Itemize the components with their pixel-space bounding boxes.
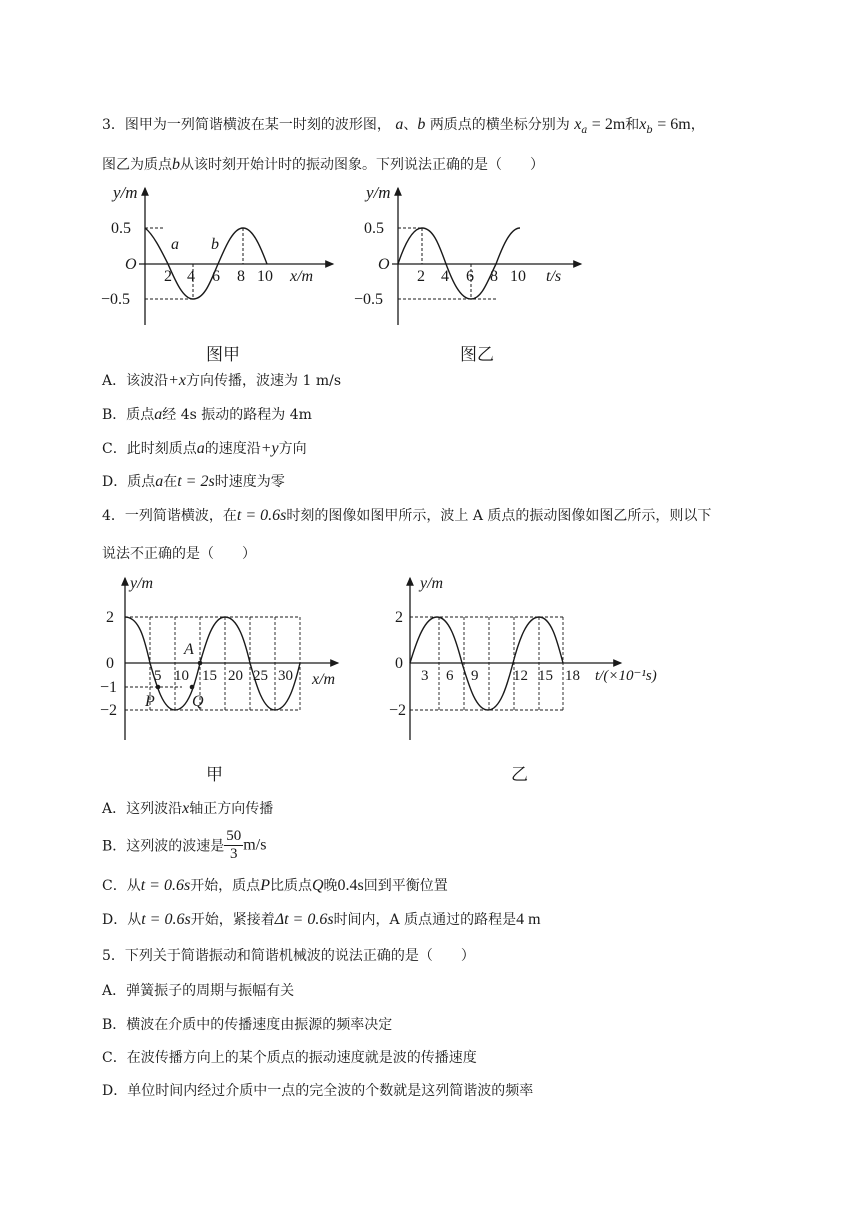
svg-text:−2: −2 [389, 702, 407, 719]
q5-stem: 5．下列关于简谐振动和简谐机械波的说法正确的是（ ） [102, 948, 475, 964]
svg-text:20: 20 [228, 668, 243, 684]
svg-text:−1: −1 [100, 679, 118, 696]
svg-text:x/m: x/m [290, 268, 314, 285]
q3-option-a[interactable]: A．该波沿+x方向传播，波速为 1 m/s [102, 372, 342, 389]
svg-text:0.5: 0.5 [111, 220, 131, 237]
q3-fig2-caption: 图乙 [460, 345, 494, 365]
svg-text:0.5: 0.5 [364, 220, 384, 237]
svg-text:6: 6 [446, 668, 454, 684]
q4-stem-line1: 4．一列简谐横波，在t = 0.6s时刻的图像如图甲所示，波上 A 质点的振动图像如图乙所示，则以下 [102, 507, 712, 524]
q5-option-a[interactable]: A．弹簧振子的周期与振幅有关 [102, 983, 295, 999]
svg-text:4: 4 [187, 268, 195, 285]
q4-fig2-caption: 乙 [511, 765, 528, 785]
svg-text:0: 0 [395, 655, 403, 672]
q3-wave-graph [95, 180, 340, 330]
svg-text:t/s: t/s [546, 268, 562, 285]
point-Q-label: Q [192, 693, 204, 710]
q4-vibration-graph [385, 572, 675, 747]
svg-text:x/m: x/m [312, 671, 336, 688]
q3-stem-line2: 图乙为质点b从该时刻开始计时的振动图象。下列说法正确的是（ ） [102, 156, 544, 173]
svg-text:O: O [378, 256, 390, 273]
svg-text:6: 6 [212, 268, 220, 285]
svg-text:10: 10 [510, 268, 526, 285]
q5-option-c[interactable]: C．在波传播方向上的某个质点的振动速度就是波的传播速度 [102, 1050, 477, 1066]
svg-text:9: 9 [471, 668, 479, 684]
svg-text:18: 18 [565, 668, 580, 684]
svg-text:y/m: y/m [420, 575, 444, 592]
q3-option-b[interactable]: B．质点a经 4s 振动的路程为 4m [102, 406, 312, 423]
svg-text:3: 3 [421, 668, 429, 684]
q4-option-b[interactable]: B．这列波的波速是 $\frac{50}{3}$ m/s [102, 828, 267, 862]
svg-text:4: 4 [441, 268, 449, 285]
q5-option-d[interactable]: D．单位时间内经过介质中一点的完全波的个数就是这列简谐波的频率 [102, 1083, 534, 1099]
svg-text:y/m: y/m [366, 183, 391, 202]
q5-option-b[interactable]: B．横波在介质中的传播速度由振源的频率决定 [102, 1017, 393, 1033]
q3-option-d[interactable]: D．质点a在t = 2s时速度为零 [102, 473, 285, 490]
svg-text:8: 8 [490, 268, 498, 285]
point-A-label: A [184, 641, 194, 658]
q4-fig1-caption: 甲 [206, 765, 223, 785]
q4-wave-graph [100, 572, 350, 747]
var-b: b [417, 116, 426, 133]
svg-text:25: 25 [253, 668, 268, 684]
svg-text:−2: −2 [100, 702, 118, 719]
svg-text:2: 2 [164, 268, 172, 285]
svg-text:5: 5 [154, 668, 162, 684]
q3-fig1-caption: 图甲 [206, 345, 240, 365]
svg-text:12: 12 [513, 668, 528, 684]
svg-text:y/m: y/m [130, 575, 154, 592]
q4-stem-line2: 说法不正确的是（ ） [102, 546, 256, 562]
fraction-50-over-3: $\frac{50}{3}$ [226, 828, 242, 862]
q4-option-c[interactable]: C．从t = 0.6s开始，质点P比质点Q晚0.4s回到平衡位置 [102, 877, 448, 894]
svg-text:2: 2 [417, 268, 425, 285]
var-a: a [395, 116, 404, 133]
svg-text:15: 15 [538, 668, 553, 684]
svg-text:−0.5: −0.5 [101, 291, 131, 308]
q3-option-c[interactable]: C．此时刻质点a的速度沿+y方向 [102, 440, 307, 457]
svg-text:6: 6 [466, 268, 474, 285]
svg-text:30: 30 [278, 668, 293, 684]
svg-text:O: O [125, 256, 137, 273]
q4-option-a[interactable]: A．这列波沿x轴正方向传播 [102, 800, 274, 817]
q3-fig1-ylabel: y/m [113, 183, 138, 202]
svg-text:−0.5: −0.5 [354, 291, 384, 308]
svg-text:t/(×10⁻¹s): t/(×10⁻¹s) [595, 668, 657, 684]
q4-option-d[interactable]: D．从t = 0.6s开始，紧接着Δt = 0.6s时间内，A 质点通过的路程是4 m [102, 911, 541, 928]
svg-text:10: 10 [257, 268, 273, 285]
q3-stem-line1: 3．图甲为一列简谐横波在某一时刻的波形图， a、b 两质点的横坐标分别为 $x_a = 2m$和$x_b = 6m$， [102, 116, 705, 136]
q3-vibration-graph [348, 180, 588, 330]
svg-text:2: 2 [395, 609, 403, 626]
point-b-label: b [211, 236, 219, 253]
svg-text:2: 2 [106, 609, 114, 626]
svg-text:0: 0 [106, 655, 114, 672]
point-a-label: a [171, 236, 179, 253]
svg-text:10: 10 [174, 668, 189, 684]
point-P-label: P [145, 693, 155, 710]
svg-text:15: 15 [202, 668, 217, 684]
svg-text:8: 8 [237, 268, 245, 285]
